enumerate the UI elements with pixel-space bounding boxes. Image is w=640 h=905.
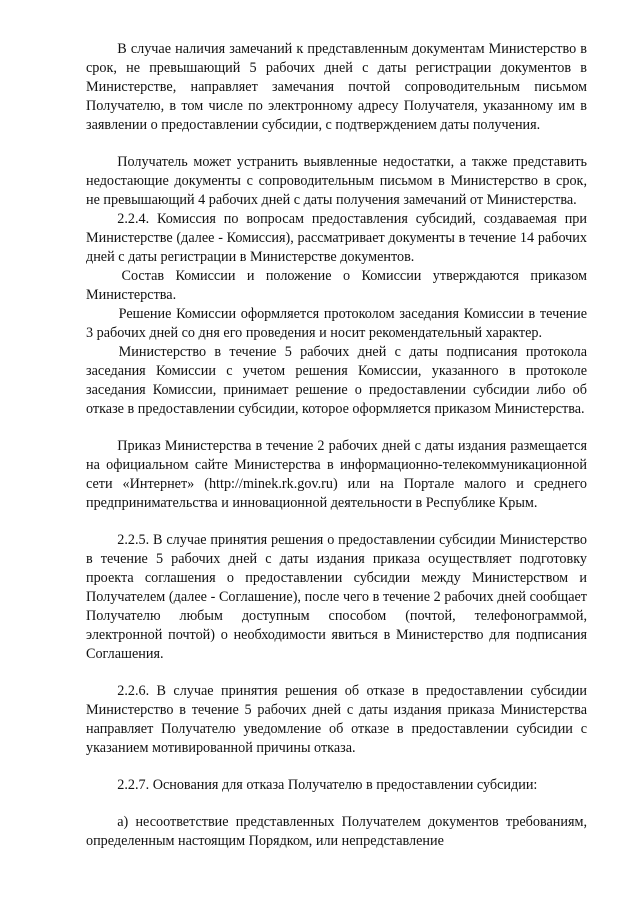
paragraph-commission-composition: Состав Комиссии и положение о Комиссии утверждаются приказом Министерства.	[86, 268, 587, 303]
paragraph-2-2-5: 2.2.5. В случае принятия решения о предоставлении субсидии Министерство в течение 5 рабочих дней с даты издания приказа осуществляет подготовку проекта соглашения о предоставлении субсидии между Министерством и Получателем (далее - Соглашение), после чего в течение 2 рабочих дней сообщает Получателю любым доступным способом (почтой, телефонограммой, электронной почтой) о необходимости явиться в Министерство для подписания Соглашения.	[86, 532, 587, 662]
paragraph-remarks: В случае наличия замечаний к представленным документам Министерство в срок, не превышающий 5 рабочих дней с даты регистрации документов в Министерстве, направляет замечания почтой сопроводительным письмом Получателю, в том числе по электронному адресу Получателя, указанному им в заявлении о предоставлении субсидии, с подтверждением даты получения.	[86, 41, 587, 133]
paragraph-fix-deficiencies: Получатель может устранить выявленные недостатки, а также представить недостающие документы с сопроводительным письмом в Министерство в срок, не превышающий 4 рабочих дней с даты получения замечаний от Министерства.	[86, 154, 587, 208]
paragraph-item-a: а) несоответствие представленных Получателем документов требованиям, определенным настоящим Порядком, или непредставление	[86, 814, 587, 849]
paragraph-ministry-decision: Министерство в течение 5 рабочих дней с даты подписания протокола заседания Комиссии с учетом решения Комиссии, указанного в протоколе заседания Комиссии, принимает решение о предоставлении субсидии либо об отказе в предоставлении субсидии, которое оформляется приказом Министерства.	[86, 344, 587, 417]
paragraph-commission-decision: Решение Комиссии оформляется протоколом заседания Комиссии в течение 3 рабочих дней со дня его проведения и носит рекомендательный характер.	[86, 306, 587, 341]
paragraph-2-2-4: 2.2.4. Комиссия по вопросам предоставления субсидий, создаваемая при Министерстве (далее - Комиссия), рассматривает документы в течение 14 рабочих дней с даты регистрации в Министерстве документов.	[86, 211, 587, 265]
paragraph-2-2-6: 2.2.6. В случае принятия решения об отказе в предоставлении субсидии Министерство в течение 5 рабочих дней с даты издания приказа Министерства направляет Получателю уведомление об отказе в предоставлении субсидии с указанием мотивированной причины отказа.	[86, 683, 587, 756]
paragraph-2-2-7: 2.2.7. Основания для отказа Получателю в предоставлении субсидии:	[117, 777, 538, 793]
paragraph-order-publication: Приказ Министерства в течение 2 рабочих дней с даты издания размещается на официальном сайте Министерства в информационно-телекоммуникационной сети «Интернет» (http://minek.rk.gov.ru) или на Портале малого и среднего предпринимательства и инновационной деятельности в Республике Крым.	[86, 438, 587, 511]
